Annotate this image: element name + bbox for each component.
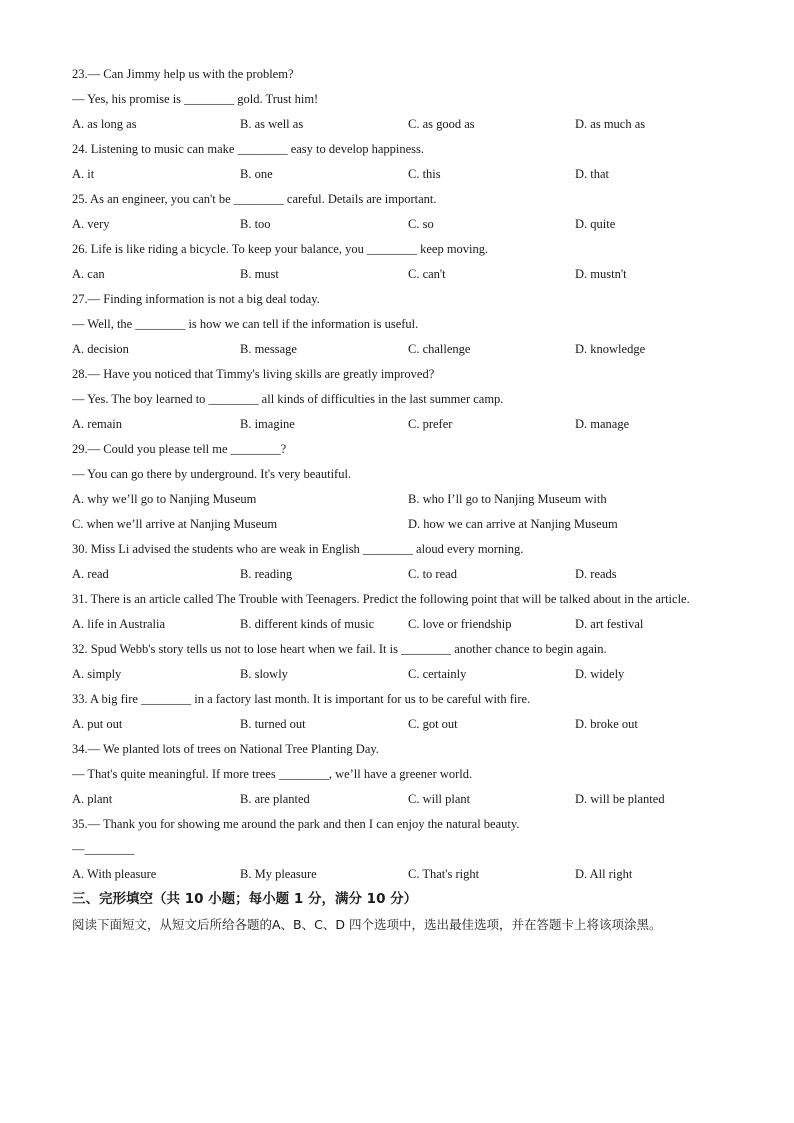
question-stem: 29.— Could you please tell me ________?	[72, 442, 287, 456]
options-row	[72, 512, 722, 537]
question-block	[72, 137, 722, 187]
answer-option: D. All right	[575, 867, 633, 881]
answer-option: B. My pleasure	[240, 867, 317, 881]
question-block	[72, 237, 722, 287]
answer-option: C. when we’ll arrive at Nanjing Museum	[72, 517, 278, 531]
dialogue-line: — Yes, his promise is ________ gold. Trust him!	[72, 92, 319, 106]
options-row	[72, 712, 722, 737]
answer-option: A. remain	[72, 417, 122, 431]
question-block	[72, 687, 722, 737]
answer-option: B. are planted	[240, 792, 310, 806]
answer-option: C. That's right	[408, 867, 480, 881]
answer-option: A. plant	[72, 792, 113, 806]
dialogue-line: — Well, the ________ is how we can tell if the information is useful.	[72, 317, 419, 331]
options-row	[72, 162, 722, 187]
answer-option: B. turned out	[240, 717, 306, 731]
answer-option: D. that	[575, 167, 610, 181]
exam-page	[72, 62, 722, 937]
answer-option: D. mustn't	[575, 267, 627, 281]
answer-option: B. as well as	[240, 117, 304, 131]
answer-option: B. message	[240, 342, 297, 356]
section-instruction: 阅读下面短文，从短文后所给各题的A、B、C、D 四个选项中，选出最佳选项，并在答题卡上将该项涂黑。	[72, 917, 662, 932]
question-stem: 28.— Have you noticed that Timmy's living skills are greatly improved?	[72, 367, 435, 381]
answer-option: B. reading	[240, 567, 293, 581]
question-stem: 30. Miss Li advised the students who are weak in English ________ aloud every morning.	[72, 542, 524, 556]
answer-option: C. will plant	[408, 792, 471, 806]
answer-option: A. as long as	[72, 117, 137, 131]
question-stem: 24. Listening to music can make ________ easy to develop happiness.	[72, 142, 425, 156]
question-stem: 31. There is an article called The Trouble with Teenagers. Predict the following point that will be talked about in the article.	[72, 592, 690, 606]
answer-option: A. simply	[72, 667, 122, 681]
answer-option: A. can	[72, 267, 105, 281]
question-block	[72, 812, 722, 887]
answer-option: D. as much as	[575, 117, 646, 131]
answer-option: C. certainly	[408, 667, 467, 681]
answer-option: D. manage	[575, 417, 630, 431]
answer-option: B. must	[240, 267, 279, 281]
answer-option: A. put out	[72, 717, 123, 731]
answer-option: C. love or friendship	[408, 617, 512, 631]
question-stem: 26. Life is like riding a bicycle. To keep your balance, you ________ keep moving.	[72, 242, 489, 256]
question-stem: 35.— Thank you for showing me around the park and then I can enjoy the natural beauty.	[72, 817, 520, 831]
question-block	[72, 537, 722, 587]
answer-option: B. who I’ll go to Nanjing Museum with	[408, 492, 607, 506]
question-stem: 32. Spud Webb's story tells us not to lose heart when we fail. It is ________ another chance to begin again.	[72, 642, 607, 656]
answer-option: D. will be planted	[575, 792, 665, 806]
answer-option: A. it	[72, 167, 95, 181]
question-stem: 34.— We planted lots of trees on National Tree Planting Day.	[72, 742, 379, 756]
options-row	[72, 487, 722, 512]
dialogue-line: — That's quite meaningful. If more trees ________, we’ll have a greener world.	[72, 767, 473, 781]
question-block	[72, 637, 722, 687]
answer-option: B. slowly	[240, 667, 288, 681]
answer-option: C. got out	[408, 717, 458, 731]
question-block	[72, 187, 722, 237]
answer-option: A. very	[72, 217, 110, 231]
section-title: 三、完形填空（共 10 小题；每小题 1 分，满分 10 分）	[72, 891, 418, 907]
answer-option: B. different kinds of music	[240, 617, 375, 631]
answer-option: B. one	[240, 167, 273, 181]
options-row	[72, 862, 722, 887]
options-row	[72, 562, 722, 587]
options-row	[72, 112, 722, 137]
answer-option: D. broke out	[575, 717, 638, 731]
answer-option: B. imagine	[240, 417, 295, 431]
question-stem: 27.— Finding information is not a big deal today.	[72, 292, 320, 306]
options-row	[72, 262, 722, 287]
answer-option: C. challenge	[408, 342, 471, 356]
options-row	[72, 212, 722, 237]
answer-option: D. widely	[575, 667, 625, 681]
dialogue-line: — Yes. The boy learned to ________ all kinds of difficulties in the last summer camp.	[72, 392, 504, 406]
answer-option: C. so	[408, 217, 434, 231]
question-block	[72, 737, 722, 812]
question-block	[72, 437, 722, 537]
answer-option: A. read	[72, 567, 109, 581]
options-row	[72, 612, 722, 637]
answer-option: A. why we’ll go to Nanjing Museum	[72, 492, 257, 506]
answer-option: A. life in Australia	[72, 617, 166, 631]
answer-option: D. knowledge	[575, 342, 646, 356]
answer-option: D. art festival	[575, 617, 644, 631]
answer-option: D. reads	[575, 567, 617, 581]
options-row	[72, 412, 722, 437]
answer-option: D. how we can arrive at Nanjing Museum	[408, 517, 618, 531]
answer-option: A. With pleasure	[72, 867, 157, 881]
question-block	[72, 362, 722, 437]
answer-option: C. to read	[408, 567, 457, 581]
options-row	[72, 662, 722, 687]
options-row	[72, 337, 722, 362]
question-stem: 33. A big fire ________ in a factory last month. It is important for us to be careful with fire.	[72, 692, 531, 706]
answer-option: C. prefer	[408, 417, 453, 431]
question-stem: 25. As an engineer, you can't be ________ careful. Details are important.	[72, 192, 437, 206]
question-block	[72, 62, 722, 137]
answer-option: C. can't	[408, 267, 446, 281]
question-block	[72, 287, 722, 362]
answer-option: B. too	[240, 217, 271, 231]
question-stem: 23.— Can Jimmy help us with the problem?	[72, 67, 294, 81]
answer-option: D. quite	[575, 217, 616, 231]
dialogue-line: — You can go there by underground. It's very beautiful.	[72, 467, 352, 481]
options-row	[72, 787, 722, 812]
question-block	[72, 587, 722, 637]
answer-option: A. decision	[72, 342, 129, 356]
answer-option: C. this	[408, 167, 441, 181]
dialogue-line: —________	[72, 842, 135, 856]
answer-option: C. as good as	[408, 117, 475, 131]
